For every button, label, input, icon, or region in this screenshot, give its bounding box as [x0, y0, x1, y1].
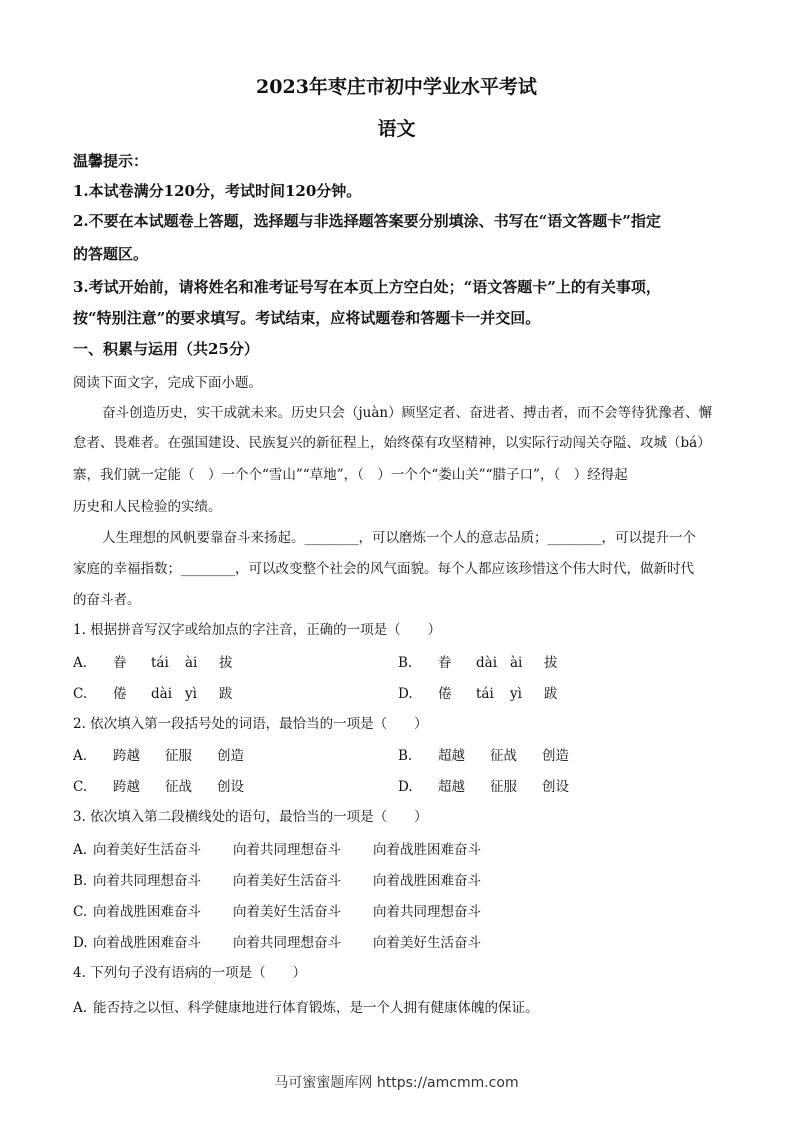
option-a[interactable]: A. 跨越 征服 创造: [73, 748, 244, 764]
option-c[interactable]: C. 向着战胜困难奋斗 向着美好生活奋斗 向着共同理想奋斗: [73, 904, 481, 920]
passage-line: 寨，我们就一定能（ ）一个个“雪山”“草地”，（ ）一个个“娄山关”“腊子口”，（ ）经得起: [73, 467, 628, 483]
passage-line: 怠者、畏难者。在强国建设、民族复兴的新征程上，始终葆有攻坚精神，以实际行动闯关夺隘、攻城（bá）: [73, 435, 711, 451]
option-d[interactable]: D. 向着战胜困难奋斗 向着共同理想奋斗 向着美好生活奋斗: [73, 935, 481, 951]
footer-watermark: 马可蜜蜜题库网 https://amcmm.com: [274, 1075, 519, 1091]
option-b[interactable]: B. 眷 dài ài 拔: [398, 655, 558, 671]
passage-line: 家庭的幸福指数；________，可以改变整个社会的风气面貌。每个人都应该珍惜这个伟大时代，做新时代: [73, 561, 694, 577]
option-a[interactable]: A. 能否持之以恒、科学健康地进行体育锻炼，是一个人拥有健康体魄的保证。: [73, 1000, 539, 1016]
option-c[interactable]: C. 倦 dài yì 跋: [73, 686, 233, 702]
option-a[interactable]: A. 向着美好生活奋斗 向着共同理想奋斗 向着战胜困难奋斗: [73, 842, 481, 858]
tip-line: 2.不要在本试题卷上答题，选择题与非选择题答案要分别填涂、书写在“语文答题卡”指定: [73, 212, 661, 230]
passage-line: 奋斗创造历史，实干成就未来。历史只会（juàn）顾坚定者、奋进者、搏击者，而不会等待犹豫者、懈: [102, 405, 713, 421]
tip-line: 的答题区。: [73, 245, 149, 263]
tip-line: 3.考试开始前，请将姓名和准考证号写在本页上方空白处；“语文答题卡”上的有关事项，: [73, 278, 661, 296]
tips-heading: 温馨提示：: [73, 152, 149, 170]
option-b[interactable]: B. 超越 征战 创造: [398, 748, 569, 764]
reading-intro: 阅读下面文字，完成下面小题。: [73, 375, 262, 391]
question-stem: 2. 依次填入第一段括号处的词语，最恰当的一项是（ ）: [73, 716, 428, 732]
section-heading: 一、积累与运用（共25分）: [73, 340, 259, 358]
option-a[interactable]: A. 眷 tái ài 拔: [73, 655, 233, 671]
subject-title: 语文: [377, 118, 416, 140]
passage-line: 人生理想的风帆要靠奋斗来扬起。________，可以磨炼一个人的意志品质；________，可以提升一个: [102, 530, 696, 546]
passage-line: 的奋斗者。: [73, 592, 141, 608]
option-d[interactable]: D. 超越 征服 创设: [398, 779, 569, 795]
tip-line: 1.本试卷满分120分，考试时间120分钟。: [73, 182, 362, 200]
tip-line: 按“特别注意”的要求填写。考试结束，应将试题卷和答题卡一并交回。: [73, 309, 541, 327]
option-b[interactable]: B. 向着共同理想奋斗 向着美好生活奋斗 向着战胜困难奋斗: [73, 873, 481, 889]
option-c[interactable]: C. 跨越 征战 创设: [73, 779, 244, 795]
question-stem: 3. 依次填入第二段横线处的语句，最恰当的一项是（ ）: [73, 809, 428, 825]
exam-title: 2023年枣庄市初中学业水平考试: [256, 76, 537, 98]
option-d[interactable]: D. 倦 tái yì 跋: [398, 686, 558, 702]
question-stem: 1. 根据拼音写汉字或给加点的字注音，正确的一项是（ ）: [73, 622, 442, 638]
question-stem: 4. 下列句子没有语病的一项是（ ）: [73, 965, 307, 981]
passage-line: 历史和人民检验的实绩。: [73, 499, 222, 515]
